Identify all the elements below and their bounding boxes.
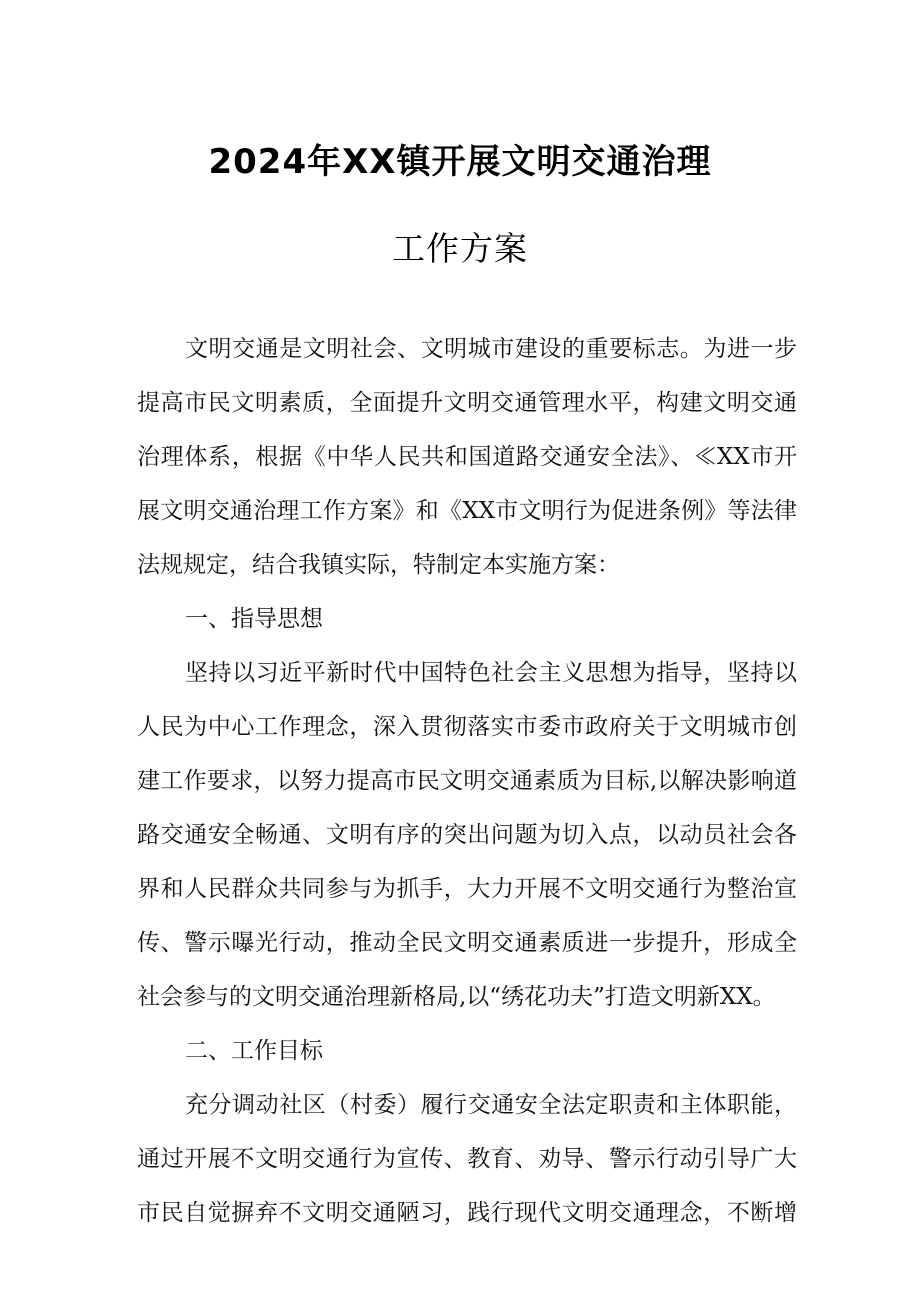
paragraph-line: 建工作要求，以努力提高市民文明交通素质为目标,以解决影响道 bbox=[137, 768, 797, 794]
paragraph-line: 传、警示曝光行动，推动全民文明交通素质进一步提升，形成全 bbox=[137, 930, 797, 956]
paragraph-line: 社会参与的文明交通治理新格局,以“绣花功夫”打造文明新XX。 bbox=[137, 984, 776, 1010]
paragraph-line: 通过开展不文明交通行为宣传、教育、劝导、警示行动引导广大 bbox=[137, 1146, 797, 1172]
document-title: 2024年XX镇开展文明交通治理 bbox=[208, 142, 712, 182]
document-subtitle: 工作方案 bbox=[392, 229, 528, 268]
paragraph-line: 展文明交通治理工作方案》和《XX市文明行为促进条例》等法律 bbox=[137, 498, 797, 524]
paragraph-line: 路交通安全畅通、文明有序的突出问题为切入点，以动员社会各 bbox=[137, 822, 797, 848]
paragraph-line: 坚持以习近平新时代中国特色社会主义思想为指导，坚持以 bbox=[185, 660, 797, 686]
paragraph-line: 法规规定，结合我镇实际，特制定本实施方案： bbox=[137, 552, 620, 578]
paragraph-line: 治理体系，根据《中华人民共和国道路交通安全法》、≪XX市开 bbox=[137, 444, 797, 470]
paragraph-line: 提高市民文明素质，全面提升文明交通管理水平，构建文明交通 bbox=[137, 390, 797, 416]
paragraph-line: 市民自觉摒弃不文明交通陋习，践行现代文明交通理念，不断增 bbox=[137, 1200, 797, 1226]
paragraph-line: 充分调动社区（村委）履行交通安全法定职责和主体职能， bbox=[185, 1092, 797, 1118]
document-body bbox=[137, 322, 797, 1240]
paragraph-line: 界和人民群众共同参与为抓手，大力开展不文明交通行为整治宣 bbox=[137, 876, 797, 902]
paragraph-line: 人民为中心工作理念，深入贯彻落实市委市政府关于文明城市创 bbox=[137, 714, 797, 740]
section-heading: 二、工作目标 bbox=[185, 1038, 323, 1064]
section-heading: 一、指导思想 bbox=[185, 606, 323, 632]
paragraph-line: 文明交通是文明社会、文明城市建设的重要标志。为进一步 bbox=[185, 336, 797, 362]
